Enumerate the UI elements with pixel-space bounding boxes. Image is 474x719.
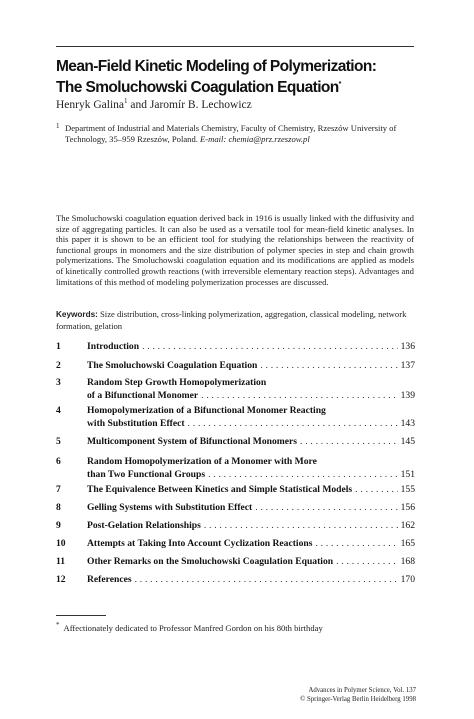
toc-number: 7	[56, 484, 61, 495]
toc-title: Attempts at Taking Into Account Cyclization Reactions	[87, 538, 313, 549]
affiliation-email: E-mail: chemia@prz.rzeszow.pl	[200, 134, 310, 144]
keywords-text: Size distribution, cross-linking polymerization, aggregation, classical modeling, network formation, gelation	[56, 309, 407, 331]
toc-title: Introduction	[87, 341, 140, 352]
toc-number: 2	[56, 360, 61, 371]
toc-page-number: 137	[400, 360, 415, 371]
toc-title-line-1: Homopolymerization of a Bifunctional Monomer Reacting	[87, 405, 326, 416]
toc-title: than Two Functional Groups	[87, 468, 206, 480]
affiliation	[56, 123, 416, 145]
toc-page-number: 151	[400, 468, 415, 480]
journal-line-2: © Springer-Verlag Berlin Heidelberg 1998	[300, 695, 416, 703]
toc-leader-dots	[315, 538, 397, 551]
toc-title-line-1: Random Homopolymerization of a Monomer with More	[87, 456, 317, 467]
toc-number: 8	[56, 502, 61, 513]
toc-leader-dots	[188, 418, 398, 431]
authors	[56, 97, 252, 111]
author-2: Jaromír B. Lechowicz	[149, 98, 252, 111]
keywords-label: Keywords:	[56, 310, 98, 319]
footnote-mark: *	[56, 621, 60, 629]
author-1: Henryk Galina	[56, 98, 125, 111]
toc-title: Other Remarks on the Smoluchowski Coagulation Equation	[87, 556, 334, 567]
footnote-rule	[56, 615, 106, 616]
abstract: The Smoluchowski coagulation equation derived back in 1916 is usually linked with the diffusivity and size of aggregating particles. It can also be used as a versatile tool for mean-field kinetic analyses. In this paper it is shown to be an efficient tool for studying the relationships between the reactivity of functional groups in monomers and the size distribution of polymer species in step and chain growth polymerizations. The Smoluchowski coagulation equation and its modifications are applied as models of kinetically controlled growth reactions (with irreversible elementary reaction steps). Advantages and limitations of this method of modeling polymerization processes are discussed.	[56, 213, 414, 287]
toc-number: 12	[56, 574, 66, 585]
toc-number: 10	[56, 538, 66, 549]
toc-title: Multicomponent System of Bifunctional Monomers	[87, 436, 297, 447]
toc-number: 11	[56, 556, 66, 567]
toc-leader-dots	[255, 502, 397, 515]
toc-number: 4	[56, 405, 61, 416]
toc-number: 5	[56, 436, 61, 447]
author-1-affiliation-mark: 1	[124, 97, 128, 105]
toc-leader-dots	[142, 341, 398, 354]
toc-number: 9	[56, 520, 61, 531]
toc-leader-dots	[204, 520, 398, 533]
toc-title: with Substitution Effect	[87, 417, 185, 429]
footnote-text: Affectionately dedicated to Professor Manfred Gordon on his 80th birthday	[63, 622, 323, 633]
title-line-1: Mean-Field Kinetic Modeling of Polymerization:	[56, 58, 377, 75]
journal-line-1: Advances in Polymer Science, Vol. 137	[308, 687, 416, 694]
toc-leader-dots	[208, 469, 398, 482]
toc-page-number: 156	[400, 502, 415, 513]
toc-title: Post-Gelation Relationships	[87, 520, 201, 531]
toc-number: 3	[56, 377, 61, 388]
toc-page-number: 165	[400, 538, 415, 549]
toc-leader-dots	[300, 436, 398, 449]
toc-page-number: 145	[400, 436, 415, 447]
toc-page-number: 162	[400, 520, 415, 531]
top-rule	[56, 46, 414, 47]
toc-number: 1	[56, 341, 61, 352]
toc-leader-dots	[336, 556, 398, 569]
toc-leader-dots	[135, 574, 398, 587]
title-line-2: The Smoluchowski Coagulation Equation	[56, 79, 339, 97]
toc-title: The Equivalence Between Kinetics and Simple Statistical Models	[87, 484, 353, 495]
toc-title: References	[87, 574, 132, 585]
toc-page-number: 170	[400, 574, 415, 585]
toc-title: The Smoluchowski Coagulation Equation	[87, 360, 258, 371]
toc-title: Gelling Systems with Substitution Effect	[87, 502, 253, 513]
footnote	[56, 621, 323, 633]
toc-page-number: 143	[400, 417, 415, 429]
toc-leader-dots	[260, 360, 397, 373]
toc-page-number: 139	[400, 389, 415, 401]
toc-title-line-1: Random Step Growth Homopolymerization	[87, 377, 267, 388]
keywords	[56, 309, 414, 331]
toc-leader-dots	[201, 390, 397, 403]
toc-page-number: 168	[400, 556, 415, 567]
toc-number: 6	[56, 456, 61, 467]
author-connector: and	[127, 98, 150, 111]
toc-title: of a Bifunctional Monomer	[87, 389, 199, 401]
toc-leader-dots	[355, 484, 397, 497]
toc-page-number: 155	[400, 484, 415, 495]
journal-info	[300, 687, 416, 705]
affiliation-text: Department of Industrial and Materials Chemistry, Faculty of Chemistry, Rzeszów University of Technology, 35–959 Rzeszów, Poland.	[65, 123, 397, 144]
paper-title	[56, 58, 426, 97]
toc-page-number: 136	[400, 341, 415, 352]
title-footnote-mark: *	[338, 81, 342, 88]
affiliation-mark: 1	[56, 122, 60, 130]
